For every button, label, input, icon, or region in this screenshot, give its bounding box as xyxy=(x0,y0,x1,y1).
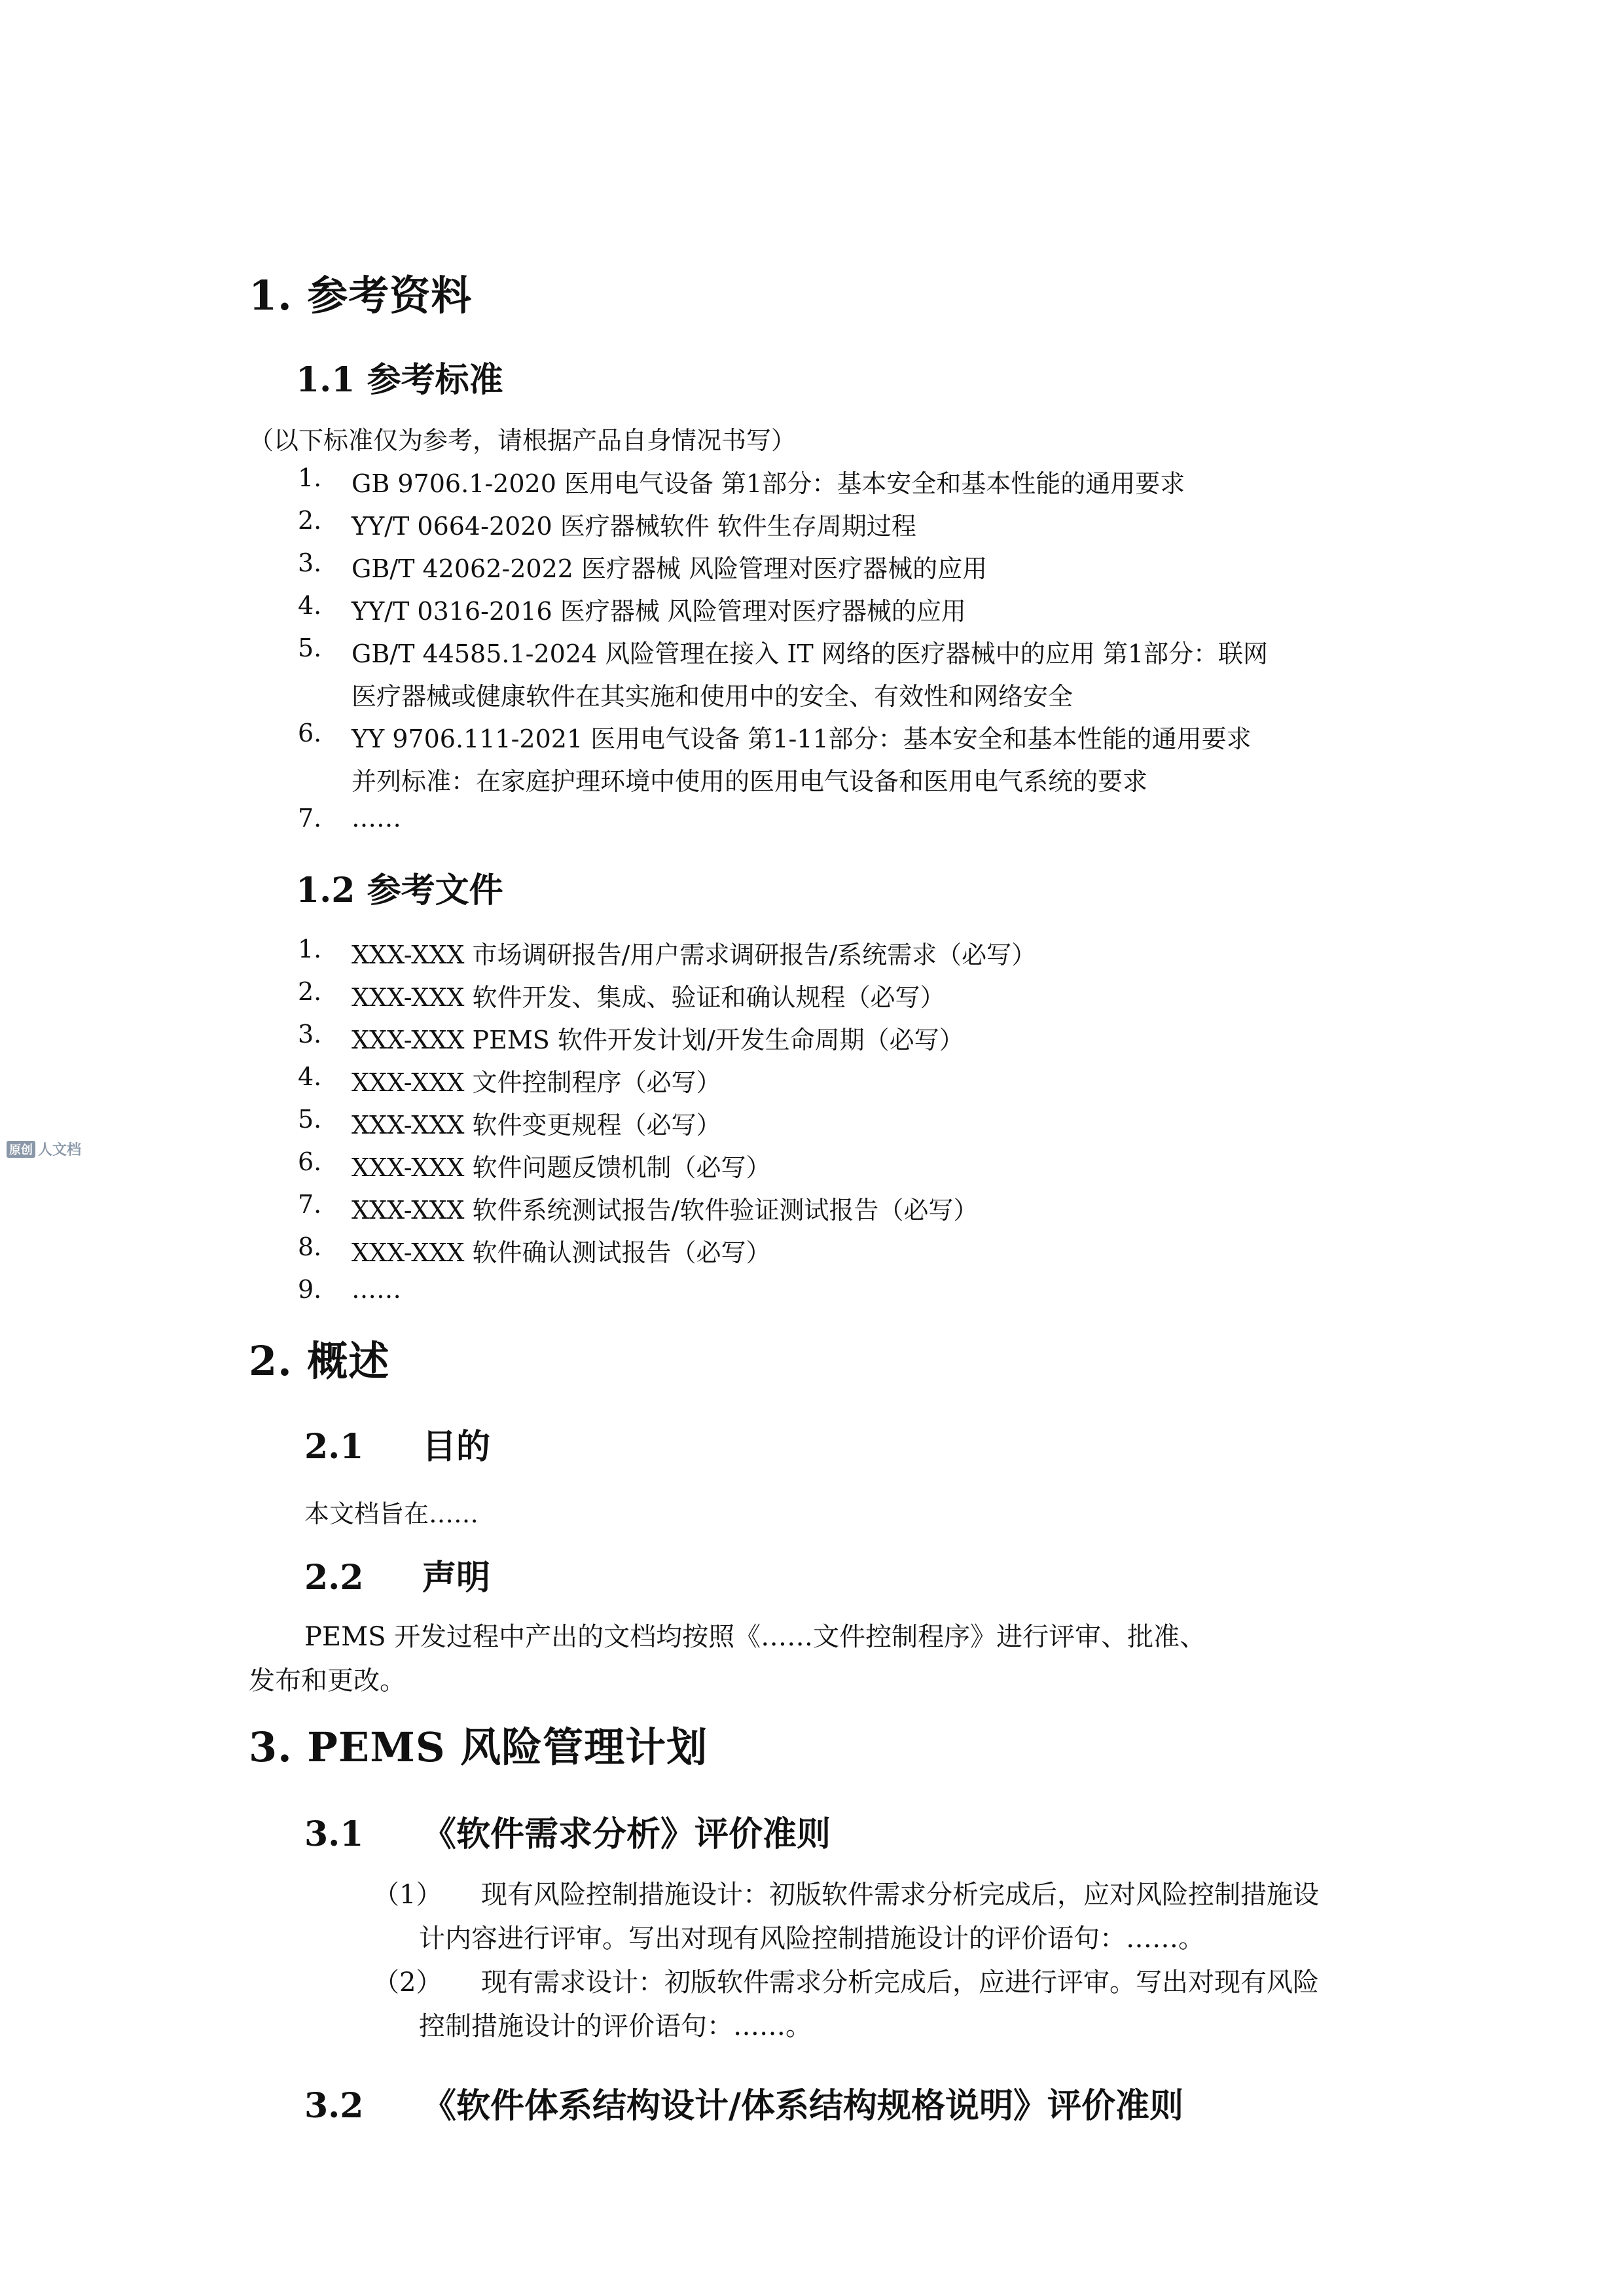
criteria-number: （2） xyxy=(373,1967,442,1998)
list-number: 1. xyxy=(298,463,322,492)
list-text: XXX-XXX 软件开发、集成、验证和确认规程（必写） xyxy=(352,983,945,1012)
list-number: 6. xyxy=(298,719,322,747)
section-2-2-heading xyxy=(304,1550,490,1599)
list-number: 7. xyxy=(298,1190,322,1219)
criteria-item-continuation: 控制措施设计的评价语句：……。 xyxy=(419,2011,812,2041)
section-number: 2.1 xyxy=(304,1427,364,1467)
list-text: GB 9706.1-2020 医用电气设备 第1部分：基本安全和基本性能的通用要求 xyxy=(352,469,1185,498)
section-number: 2.2 xyxy=(304,1558,364,1598)
section-number: 3.1 xyxy=(304,1814,364,1854)
criteria-item xyxy=(373,1873,1319,1916)
section-title: 《软件体系结构设计/体系结构规格说明》评价准则 xyxy=(422,2086,1183,2126)
list-text: 医疗器械或健康软件在其实施和使用中的安全、有效性和网络安全 xyxy=(352,682,1074,711)
list-text: YY/T 0664-2020 医疗器械软件 软件生存周期过程 xyxy=(352,512,916,541)
criteria-text: 现有需求设计：初版软件需求分析完成后，应进行评审。写出对现有风险 xyxy=(481,1967,1319,1998)
watermark-box: 原创 xyxy=(7,1141,35,1158)
list-text: XXX-XXX 市场调研报告/用户需求调研报告/系统需求（必写） xyxy=(352,941,1037,969)
section-2-heading: 2. 概述 xyxy=(249,1337,390,1385)
purpose-text: 本文档旨在…… xyxy=(304,1499,479,1528)
list-text: …… xyxy=(352,804,401,833)
list-text: GB/T 42062-2022 医疗器械 风险管理对医疗器械的应用 xyxy=(352,554,988,583)
section-3-2-heading xyxy=(304,2078,1183,2127)
section-1-1-heading: 1.1 参考标准 xyxy=(296,360,503,400)
standards-note: （以下标准仅为参考，请根据产品自身情况书写） xyxy=(249,426,797,455)
list-text: 并列标准：在家庭护理环境中使用的医用电气设备和医用电气系统的要求 xyxy=(352,767,1148,796)
list-text: …… xyxy=(352,1275,401,1304)
criteria-item xyxy=(373,1961,1319,2004)
section-3-1-heading xyxy=(304,1806,831,1856)
list-number: 2. xyxy=(298,977,322,1006)
list-number: 2. xyxy=(298,506,322,535)
section-number: 3.2 xyxy=(304,2086,364,2126)
list-text: XXX-XXX 软件系统测试报告/软件验证测试报告（必写） xyxy=(352,1196,979,1225)
section-1-heading: 1. 参考资料 xyxy=(249,272,473,319)
list-number: 9. xyxy=(298,1275,322,1304)
list-number: 3. xyxy=(298,548,322,577)
list-text: XXX-XXX 软件变更规程（必写） xyxy=(352,1111,721,1139)
list-text: XXX-XXX 软件确认测试报告（必写） xyxy=(352,1238,771,1267)
list-number: 1. xyxy=(298,935,322,963)
section-2-1-heading xyxy=(304,1419,490,1468)
section-1-2-heading: 1.2 参考文件 xyxy=(296,870,503,910)
section-title: 目的 xyxy=(422,1427,491,1467)
list-number: 4. xyxy=(298,1062,322,1091)
watermark-text: 人文档 xyxy=(38,1142,82,1158)
section-title: 声明 xyxy=(422,1558,491,1598)
statement-text-line-1: PEMS 开发过程中产出的文档均按照《……文件控制程序》进行评审、批准、 xyxy=(304,1622,1206,1652)
list-text: XXX-XXX 软件问题反馈机制（必写） xyxy=(352,1153,771,1182)
list-text: GB/T 44585.1-2024 风险管理在接入 IT 网络的医疗器械中的应用 第1部分：联网 xyxy=(352,639,1269,668)
statement-text-line-2: 发布和更改。 xyxy=(249,1666,406,1696)
list-number: 4. xyxy=(298,591,322,620)
section-3-heading: 3. PEMS 风险管理计划 xyxy=(249,1723,708,1771)
list-number: 5. xyxy=(298,1105,322,1134)
list-text: YY 9706.111-2021 医用电气设备 第1-11部分：基本安全和基本性能的通用要求 xyxy=(352,725,1252,753)
criteria-item-continuation: 计内容进行评审。写出对现有风险控制措施设计的评价语句：……。 xyxy=(419,1924,1204,1954)
list-number: 3. xyxy=(298,1020,322,1049)
list-number: 5. xyxy=(298,634,322,662)
list-text: YY/T 0316-2016 医疗器械 风险管理对医疗器械的应用 xyxy=(352,597,966,626)
list-number: 8. xyxy=(298,1232,322,1261)
list-number: 7. xyxy=(298,804,322,833)
criteria-number: （1） xyxy=(373,1880,442,1910)
list-text: XXX-XXX 文件控制程序（必写） xyxy=(352,1068,721,1097)
list-text: XXX-XXX PEMS 软件开发计划/开发生命周期（必写） xyxy=(352,1026,964,1054)
criteria-text: 现有风险控制措施设计：初版软件需求分析完成后，应对风险控制措施设 xyxy=(481,1880,1319,1910)
section-title: 《软件需求分析》评价准则 xyxy=(422,1814,831,1854)
list-number: 6. xyxy=(298,1147,322,1176)
watermark-logo xyxy=(7,1139,81,1159)
